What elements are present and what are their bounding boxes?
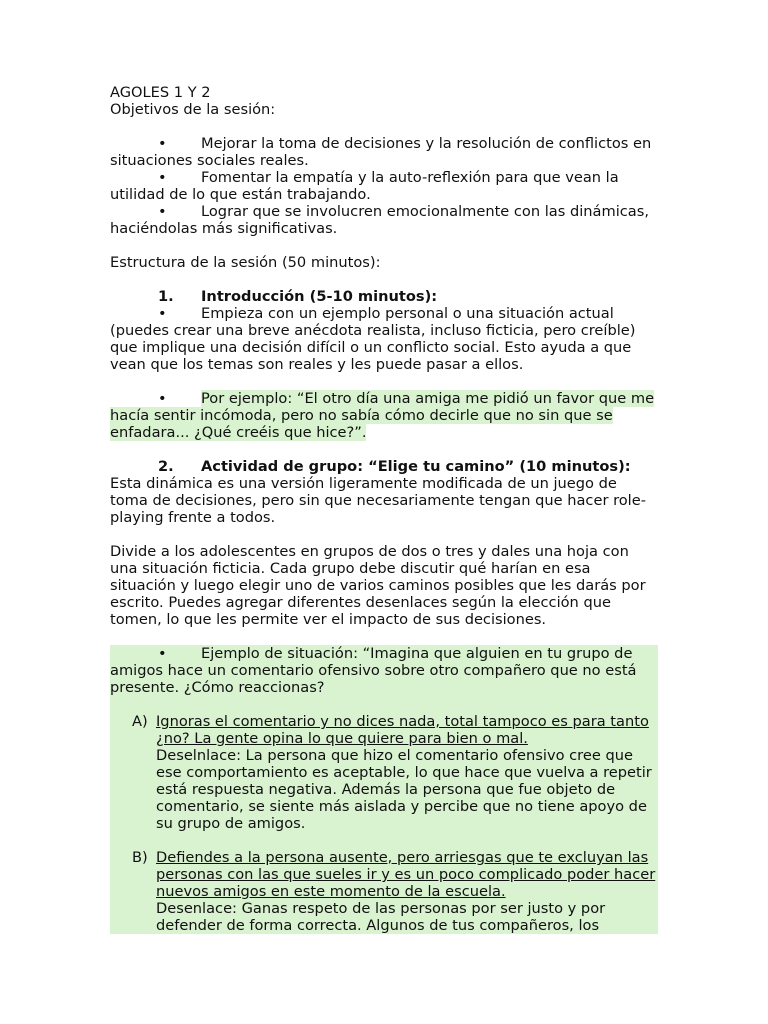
spacer bbox=[110, 271, 658, 288]
spacer bbox=[110, 628, 658, 645]
option-outcome: Deselnlace: La persona que hizo el comentario ofensivo cree que ese comportamiento es aceptable, lo que hace que vuelva a repetir está respuesta negativa. Además la persona que fue objeto de comentario, se siente más aislada y percibe que no tiene apoyo de su grupo de amigos. bbox=[156, 747, 652, 832]
document-title: AGOLES 1 Y 2 bbox=[110, 84, 211, 101]
objective-text: Mejorar la toma de decisiones y la resolución de conflictos en situaciones sociales reales. bbox=[110, 135, 652, 169]
section-2-paragraph: Divide a los adolescentes en grupos de dos o tres y dales una hoja con una situación ficticia. Cada grupo debe discutir qué harían en esa situación y luego elegir uno de varios caminos posibles que les darás por escrito. Puedes agregar diferentes desenlaces según la elección que tomen, lo que les permite ver el impacto de sus decisiones. bbox=[110, 543, 646, 628]
section-1-heading bbox=[110, 288, 658, 305]
section-title: Introducción (5-10 minutos): bbox=[201, 288, 438, 305]
section-number: 2. bbox=[158, 458, 174, 475]
option-letter: B) bbox=[132, 849, 148, 866]
objectives-heading: Objetivos de la sesión: bbox=[110, 101, 276, 118]
section-1-bullet bbox=[110, 305, 658, 373]
section-1-example bbox=[110, 390, 658, 441]
structure-heading: Estructura de la sesión (50 minutos): bbox=[110, 254, 381, 271]
spacer bbox=[110, 526, 658, 543]
section-title: Actividad de grupo: “Elige tu camino” (10 minutos): bbox=[201, 458, 631, 475]
bullet-icon: • bbox=[158, 169, 167, 186]
option-outcome: Desenlace: Ganas respeto de las personas por ser justo y por defender de forma correcta. Algunos de tus compañeros, los bbox=[156, 900, 606, 934]
spacer bbox=[110, 373, 658, 390]
document-body bbox=[110, 84, 658, 934]
option-b bbox=[110, 849, 658, 934]
option-choice: Defiendes a la persona ausente, pero arriesgas que te excluyan las personas con las que sueles ir y es un poco complicado poder hacer nuevos amigos en este momento de la escuela. bbox=[156, 849, 656, 900]
objective-text: Lograr que se involucren emocionalmente con las dinámicas, haciéndolas más significativas. bbox=[110, 203, 649, 237]
bullet-icon: • bbox=[158, 135, 167, 152]
objective-item bbox=[110, 169, 658, 203]
spacer bbox=[110, 832, 658, 849]
section-2-heading bbox=[110, 458, 658, 475]
section-2-example bbox=[110, 645, 658, 696]
bullet-icon: • bbox=[158, 305, 167, 322]
bullet-text: Empieza con un ejemplo personal o una situación actual (puedes crear una breve anécdota realista, incluso ficticia, pero creíble) que implique una decisión difícil o un conflicto social. Esto ayuda a que vean que los temas son reales y les puede pasar a ellos. bbox=[110, 305, 636, 373]
bullet-icon: • bbox=[158, 390, 167, 407]
objective-text: Fomentar la empatía y la auto-reflexión para que vean la utilidad de lo que están trabajando. bbox=[110, 169, 619, 203]
spacer bbox=[110, 118, 658, 135]
bullet-icon: • bbox=[158, 645, 167, 662]
option-choice: Ignoras el comentario y no dices nada, total tampoco es para tanto ¿no? La gente opina lo que quiere para bien o mal. bbox=[156, 713, 649, 747]
highlighted-example-block bbox=[110, 645, 658, 934]
spacer bbox=[110, 237, 658, 254]
objective-item bbox=[110, 203, 658, 237]
example-text: Ejemplo de situación: “Imagina que alguien en tu grupo de amigos hace un comentario ofensivo sobre otro compañero que no está presente. ¿Cómo reaccionas? bbox=[110, 645, 637, 696]
objective-item bbox=[110, 135, 658, 169]
spacer bbox=[110, 696, 658, 713]
bullet-icon: • bbox=[158, 203, 167, 220]
spacer bbox=[110, 441, 658, 458]
highlighted-example-text: Por ejemplo: “El otro día una amiga me pidió un favor que me hacía sentir incómoda, pero no sabía cómo decirle que no sin que se enfadara... ¿Qué creéis que hice?”. bbox=[110, 390, 655, 441]
option-a bbox=[110, 713, 658, 832]
section-2-paragraph: Esta dinámica es una versión ligeramente modificada de un juego de toma de decisiones, pero sin que necesariamente tengan que hacer role-playing frente a todos. bbox=[110, 475, 646, 526]
option-letter: A) bbox=[132, 713, 148, 730]
section-number: 1. bbox=[158, 288, 174, 305]
